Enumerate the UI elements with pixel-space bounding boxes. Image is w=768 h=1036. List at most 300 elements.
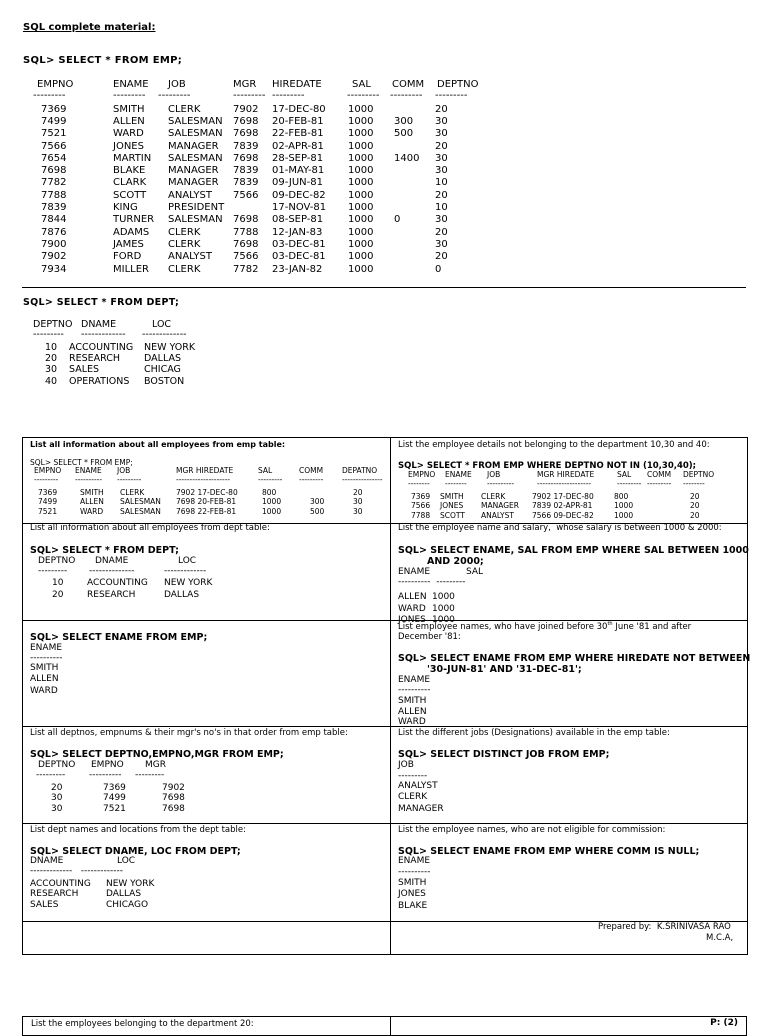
table-cell: ACCOUNTING xyxy=(69,341,134,353)
table-cell: 1000 xyxy=(348,128,374,140)
table-cell: 1000 xyxy=(432,614,455,625)
table-cell: ANALYST xyxy=(168,251,212,263)
c4-heading: List the employee name and salary, whose salary is between 1000 & 2000: xyxy=(398,523,722,533)
table-cell: 7369 xyxy=(38,487,58,497)
table-cell: 02-APR-81 xyxy=(272,140,324,152)
c1-heading: List all information about all employees from emp table: xyxy=(30,440,286,449)
table-cell: ALLEN xyxy=(113,115,145,127)
table-cell: 7902 xyxy=(233,103,259,115)
table-cell: PRESIDENT xyxy=(168,202,225,213)
header-rule: --------- xyxy=(135,769,165,780)
table-cell: CLERK xyxy=(168,103,201,115)
column-header: DEPTNO xyxy=(38,760,76,770)
table-cell: 30 xyxy=(435,214,448,226)
column-header: DEPTNO xyxy=(33,319,73,330)
c3-query: SQL> SELECT * FROM DEPT; xyxy=(30,545,179,556)
table-cell: 7698 xyxy=(233,115,259,127)
column-header: ENAME xyxy=(113,79,149,90)
table-cell: 7902 xyxy=(162,782,185,793)
table-cell: 40 xyxy=(45,375,58,387)
table-cell: MARTIN xyxy=(113,152,152,164)
table-cell: 7788 xyxy=(411,511,431,521)
table-cell: SCOTT xyxy=(440,511,465,521)
next-heading: List the employees belonging to the department 20: xyxy=(31,1019,254,1029)
column-header: LOC xyxy=(178,556,197,566)
table-cell: NEW YORK xyxy=(106,878,155,889)
table-cell: 01-MAY-81 xyxy=(272,165,325,177)
table-cell: 20 xyxy=(435,140,448,152)
table-cell: 17-NOV-81 xyxy=(272,202,327,213)
table-cell: 7902 17-DEC-80 xyxy=(176,487,238,497)
header-rule: -------------------- xyxy=(537,478,592,488)
column-header: EMPNO xyxy=(34,466,62,475)
table-cell: 300 xyxy=(394,115,414,127)
table-cell: 17-DEC-80 xyxy=(272,103,326,115)
table-cell: 20 xyxy=(52,589,64,600)
c4-query: SQL> SELECT ENAME, SAL FROM EMP WHERE SAL BETWEEN 1000 xyxy=(398,545,749,556)
table-cell: WARD xyxy=(30,685,58,696)
c4-query-cont: AND 2000; xyxy=(427,556,484,567)
table-cell: MANAGER xyxy=(168,177,219,189)
table-cell: 7499 xyxy=(41,115,67,127)
table-cell: WARD xyxy=(398,717,426,728)
header-rule: --------- xyxy=(34,474,59,484)
table-cell: SALESMAN xyxy=(168,152,223,164)
column-header: JOB xyxy=(398,760,414,770)
table-cell: 09-JUN-81 xyxy=(272,177,323,189)
grid-cell-5-0 xyxy=(22,921,391,955)
table-cell: JONES xyxy=(113,140,144,152)
table-cell: 7698 xyxy=(162,793,185,804)
header-rule: --------- xyxy=(390,90,423,102)
table-cell: 7566 xyxy=(41,140,67,152)
header-rule: --------- xyxy=(33,90,66,102)
page-title: SQL complete material: xyxy=(23,22,156,33)
table-cell: 30 xyxy=(435,128,448,140)
table-cell: 30 xyxy=(353,507,363,517)
table-cell: SALESMAN xyxy=(168,128,223,140)
c1-query: SQL> SELECT * FROM EMP; xyxy=(30,458,133,467)
table-cell: 30 xyxy=(435,115,448,127)
column-header: JOB xyxy=(487,470,501,479)
table-cell: 30 xyxy=(51,804,63,815)
table-cell: DALLAS xyxy=(144,352,181,364)
table-cell: NEW YORK xyxy=(144,341,196,353)
table-cell: ANALYST xyxy=(168,189,212,201)
header-rule: --------- xyxy=(299,474,324,484)
grid-cell-3-0 xyxy=(22,726,391,824)
table-cell: MANAGER xyxy=(168,140,219,152)
column-header: ENAME xyxy=(398,567,431,577)
table-cell: MANAGER xyxy=(398,803,444,814)
table-cell: 30 xyxy=(45,364,58,376)
c8-heading: List the different jobs (Designations) available in the emp table: xyxy=(398,728,670,738)
grid-cell-1-0 xyxy=(22,523,391,621)
table-cell: JONES xyxy=(398,614,426,625)
table-cell: 7698 20-FEB-81 xyxy=(176,497,237,507)
column-header: LOC xyxy=(152,319,172,330)
c8-query: SQL> SELECT DISTINCT JOB FROM EMP; xyxy=(398,749,610,760)
column-header: DEPATNO xyxy=(342,466,378,475)
table-cell: 10 xyxy=(45,341,58,353)
table-cell: 20 xyxy=(435,251,448,263)
header-rule: ---------- xyxy=(75,474,103,484)
column-header: ENAME xyxy=(30,643,63,653)
table-cell: CLARK xyxy=(113,177,147,189)
header-rule: --------- xyxy=(158,90,191,102)
column-header: SAL xyxy=(352,79,371,90)
table-cell: 7698 xyxy=(41,165,67,177)
next-cell-right xyxy=(390,1016,747,1036)
table-cell: 20 xyxy=(690,511,700,521)
column-header: LOC xyxy=(117,856,136,866)
table-cell: 7902 17-DEC-80 xyxy=(532,491,594,501)
header-rule: ---------- xyxy=(398,867,431,877)
table-cell: 1000 xyxy=(348,238,374,250)
table-cell: 7369 xyxy=(411,491,431,501)
header-rule: ---------- --------- xyxy=(398,577,466,588)
table-cell: 09-DEC-82 xyxy=(272,189,326,201)
table-cell: 20 xyxy=(690,501,700,511)
table-cell: ALLEN xyxy=(398,706,427,717)
c9-heading: List dept names and locations from the dept table: xyxy=(30,825,246,835)
table-cell: 7876 xyxy=(41,226,67,238)
table-cell: 7844 xyxy=(41,214,67,226)
table-cell: 1000 xyxy=(262,507,282,517)
table-cell: FORD xyxy=(113,251,142,263)
table-cell: ALLEN xyxy=(30,674,59,685)
page-number: P: (2) xyxy=(710,1018,738,1028)
table-cell: KING xyxy=(113,202,138,213)
header-rule: --------- xyxy=(38,566,68,577)
table-cell: 1000 xyxy=(348,263,374,275)
table-cell: 300 xyxy=(310,497,325,507)
c10-query: SQL> SELECT ENAME FROM EMP WHERE COMM IS NULL; xyxy=(398,846,700,857)
header-rule: --------------- xyxy=(342,474,383,484)
table-cell: 10 xyxy=(435,202,448,213)
header-rule: ---------- xyxy=(30,653,63,663)
column-header: ENAME xyxy=(398,675,431,685)
table-cell: 7839 02-APR-81 xyxy=(532,501,593,511)
table-cell: 1000 xyxy=(432,592,455,603)
table-cell: 7900 xyxy=(41,238,67,250)
header-rule: --------- xyxy=(113,90,146,102)
table-cell: JONES xyxy=(440,501,464,511)
column-header: SAL xyxy=(466,567,484,577)
table-cell: RESEARCH xyxy=(69,352,121,364)
table-cell: RESEARCH xyxy=(30,889,79,900)
c9-query: SQL> SELECT DNAME, LOC FROM DEPT; xyxy=(30,846,241,857)
table-cell: 1000 xyxy=(348,152,374,164)
table-cell: 7839 xyxy=(233,177,259,189)
table-cell: 1000 xyxy=(348,214,374,226)
table-cell: 7499 xyxy=(38,497,58,507)
table-cell: 1000 xyxy=(348,189,374,201)
table-cell: 22-FEB-81 xyxy=(272,128,324,140)
table-cell: ACCOUNTING xyxy=(30,878,91,889)
table-cell: JONES xyxy=(398,889,426,900)
header-rule: ---------- xyxy=(398,685,431,695)
table-cell: TURNER xyxy=(113,214,155,226)
table-cell: SALESMAN xyxy=(120,507,161,517)
table-cell: 7521 xyxy=(103,804,126,815)
table-cell: MANAGER xyxy=(168,165,219,177)
table-cell: 7902 xyxy=(41,251,67,263)
table-cell: 1000 xyxy=(348,177,374,189)
c6-heading-2: December '81: xyxy=(398,632,461,642)
table-cell: 30 xyxy=(435,165,448,177)
column-header: DNAME xyxy=(95,556,129,566)
table-cell: 10 xyxy=(435,177,448,189)
header-rule: -------------------- xyxy=(176,474,231,484)
table-cell: CHICAG xyxy=(144,364,181,376)
header-rule: --------- xyxy=(258,474,283,484)
prepared-by: Prepared by: K.SRINIVASA RAO xyxy=(598,922,731,932)
next-cell-left xyxy=(22,1016,391,1036)
table-cell: 7782 xyxy=(233,263,259,275)
header-rule: --------- xyxy=(347,90,380,102)
table-cell: ANALYST xyxy=(481,511,514,521)
c10-heading: List the employee names, who are not eligible for commission: xyxy=(398,825,666,835)
table-cell: 28-SEP-81 xyxy=(272,152,324,164)
table-cell: 20 xyxy=(353,487,363,497)
table-cell: 20 xyxy=(45,352,58,364)
column-header: MGR xyxy=(233,79,257,90)
column-header: MGR xyxy=(145,760,166,770)
table-cell: MILLER xyxy=(113,263,149,275)
table-cell: BLAKE xyxy=(398,900,428,911)
table-cell: 20-FEB-81 xyxy=(272,115,324,127)
table-cell: 10 xyxy=(52,578,64,589)
table-cell: 7698 xyxy=(233,238,259,250)
header-rule: ------------- xyxy=(164,566,207,577)
prepared-degree: M.C.A, xyxy=(706,933,734,943)
table-cell: 7654 xyxy=(41,152,67,164)
table-cell: ALLEN xyxy=(80,497,104,507)
table-cell: 1000 xyxy=(348,115,374,127)
grid-cell-3-1 xyxy=(390,726,748,824)
column-header: DEPTNO xyxy=(683,470,715,479)
table-cell: ANALYST xyxy=(398,781,438,791)
table-cell: BLAKE xyxy=(113,165,146,177)
table-cell: 30 xyxy=(435,152,448,164)
table-cell: 7566 xyxy=(233,251,259,263)
c6-heading: List employee names, who have joined before 30th June '81 and after xyxy=(398,621,692,632)
header-rule: --------- xyxy=(233,90,266,102)
table-cell: ALLEN xyxy=(398,592,427,603)
header-rule: ---------- xyxy=(487,478,515,488)
table-cell: 7369 xyxy=(41,103,67,115)
table-cell: 0 xyxy=(435,263,442,275)
table-cell: CLERK xyxy=(398,792,428,803)
table-cell: 0 xyxy=(394,214,401,226)
column-header: COMM xyxy=(392,79,425,90)
table-cell: ACCOUNTING xyxy=(87,578,148,589)
table-cell: RESEARCH xyxy=(87,589,136,600)
column-header: COMM xyxy=(299,466,324,475)
table-cell: ADAMS xyxy=(113,226,150,238)
table-cell: SCOTT xyxy=(113,189,147,201)
section-divider xyxy=(22,287,746,288)
table-cell: 20 xyxy=(435,189,448,201)
table-cell: DALLAS xyxy=(164,589,200,600)
table-cell: 23-JAN-82 xyxy=(272,263,323,275)
table-cell: NEW YORK xyxy=(164,578,213,589)
column-header: SAL xyxy=(617,470,632,479)
column-header: DEPTNO xyxy=(38,556,76,566)
table-cell: SALESMAN xyxy=(168,115,223,127)
table-cell: SMITH xyxy=(398,878,427,888)
header-rule: ------------- ------------- xyxy=(30,865,124,876)
header-rule: -------- xyxy=(408,478,430,488)
table-cell: 7788 xyxy=(233,226,259,238)
table-cell: 1000 xyxy=(348,226,374,238)
c2-query: SQL> SELECT * FROM EMP WHERE DEPTNO NOT IN (10,30,40); xyxy=(398,461,697,471)
column-header: MGR HIREDATE xyxy=(537,470,595,479)
table-cell: SALESMAN xyxy=(120,497,161,507)
table-cell: 7934 xyxy=(41,263,67,275)
table-cell: 03-DEC-81 xyxy=(272,251,326,263)
column-header: EMPNO xyxy=(91,760,124,770)
table-cell: CLERK xyxy=(168,238,201,250)
table-cell: WARD xyxy=(80,507,104,517)
column-header: ENAME xyxy=(398,856,431,866)
c7-heading: List all deptnos, empnums & their mgr's no's in that order from emp table: xyxy=(30,728,348,738)
table-cell: SMITH xyxy=(440,491,464,501)
table-cell: 7521 xyxy=(41,128,67,140)
column-header: EMPNO xyxy=(37,79,74,90)
table-cell: DALLAS xyxy=(106,889,142,900)
table-cell: 08-SEP-81 xyxy=(272,214,324,226)
column-header: SAL xyxy=(258,466,273,475)
column-header: ENAME xyxy=(75,466,102,475)
table-cell: 1000 xyxy=(348,202,374,213)
table-cell: 7499 xyxy=(103,793,126,804)
header-rule: --------- xyxy=(617,478,642,488)
column-header: DEPTNO xyxy=(437,79,479,90)
table-cell: CLERK xyxy=(168,263,201,275)
table-cell: 7839 xyxy=(233,165,259,177)
table-cell: 20 xyxy=(435,226,448,238)
header-rule: ------------- xyxy=(142,329,187,341)
column-header: COMM xyxy=(647,470,672,479)
column-header: EMPNO xyxy=(408,470,436,479)
column-header: JOB xyxy=(168,79,186,90)
table-cell: 7369 xyxy=(103,782,126,793)
header-rule: -------------- xyxy=(89,566,135,577)
table-cell: CLERK xyxy=(120,487,145,497)
table-cell: 20 xyxy=(435,103,448,115)
table-cell: 1000 xyxy=(348,165,374,177)
grid-cell-4-1 xyxy=(390,823,748,922)
table-cell: SMITH xyxy=(30,663,59,673)
header-rule: --------- xyxy=(398,771,428,781)
c6-heading-tail: June '81 and after xyxy=(612,621,692,632)
c2-heading: List the employee details not belonging to the department 10,30 and 40: xyxy=(398,440,710,450)
table-cell: 20 xyxy=(51,782,63,793)
header-rule: --------- xyxy=(272,90,305,102)
table-cell: 7521 xyxy=(38,507,58,517)
table-cell: 7788 xyxy=(41,189,67,201)
c6-query-cont: '30-JUN-81' AND '31-DEC-81'; xyxy=(427,664,582,675)
table-cell: 1400 xyxy=(394,152,420,164)
table-cell: 1000 xyxy=(432,603,455,614)
table-cell: 1000 xyxy=(348,251,374,263)
table-cell: 1000 xyxy=(614,501,634,511)
table-cell: 7566 xyxy=(411,501,431,511)
table-cell: SALESMAN xyxy=(168,214,223,226)
table-cell: MANAGER xyxy=(481,501,519,511)
table-cell: 1000 xyxy=(348,103,374,115)
table-cell: 03-DEC-81 xyxy=(272,238,326,250)
c6-query: SQL> SELECT ENAME FROM EMP WHERE HIREDATE NOT BETWEEN xyxy=(398,653,751,664)
table-cell: CLERK xyxy=(481,491,506,501)
table-cell: 30 xyxy=(51,793,63,804)
table-cell: 7698 xyxy=(233,128,259,140)
table-cell: 500 xyxy=(394,128,414,140)
column-header: DNAME xyxy=(81,319,117,330)
table-cell: 30 xyxy=(353,497,363,507)
table-cell: 1000 xyxy=(262,497,282,507)
table-cell: SMITH xyxy=(113,103,145,115)
table-cell: 7839 xyxy=(41,202,67,213)
table-cell: 800 xyxy=(614,491,629,501)
table-cell: WARD xyxy=(113,128,144,140)
table-cell: JAMES xyxy=(113,238,144,250)
table-cell: 800 xyxy=(262,487,277,497)
table-cell: SMITH xyxy=(398,696,427,706)
header-rule: -------- xyxy=(683,478,705,488)
column-header: HIREDATE xyxy=(272,79,322,90)
table-cell: 7698 xyxy=(233,152,259,164)
header-rule: --------- xyxy=(36,769,66,780)
header-rule: -------- xyxy=(445,478,467,488)
table-cell: SALES xyxy=(69,364,100,376)
table-cell: 1000 xyxy=(348,140,374,152)
table-cell: 12-JAN-83 xyxy=(272,226,323,238)
c7-query: SQL> SELECT DEPTNO,EMPNO,MGR FROM EMP; xyxy=(30,749,284,760)
table-cell: 1000 xyxy=(614,511,634,521)
table-cell: CLERK xyxy=(168,226,201,238)
header-rule: --------- xyxy=(117,474,142,484)
table-cell: 7698 22-FEB-81 xyxy=(176,507,237,517)
table-cell: 7566 09-DEC-82 xyxy=(532,511,594,521)
table-cell: 30 xyxy=(435,238,448,250)
table-cell: SALES xyxy=(30,900,59,911)
c3-heading: List all information about all employees from dept table: xyxy=(30,523,270,533)
c5-query: SQL> SELECT ENAME FROM EMP; xyxy=(30,632,208,643)
column-header: DNAME xyxy=(30,856,64,866)
dept-query: SQL> SELECT * FROM DEPT; xyxy=(23,297,180,308)
table-cell: WARD xyxy=(398,603,426,614)
table-cell: 7698 xyxy=(162,804,185,815)
table-cell: CHICAGO xyxy=(106,900,149,911)
emp-query: SQL> SELECT * FROM EMP; xyxy=(23,55,182,66)
table-cell: SMITH xyxy=(80,487,104,497)
table-cell: 7782 xyxy=(41,177,67,189)
header-rule: ------------- xyxy=(81,329,126,341)
header-rule: --------- xyxy=(647,478,672,488)
header-rule: ---------- xyxy=(89,769,122,780)
column-header: JOB xyxy=(117,466,131,475)
table-cell: 500 xyxy=(310,507,325,517)
c6-sup: th xyxy=(607,621,613,627)
table-cell: 7839 xyxy=(233,140,259,152)
table-cell: 7566 xyxy=(233,189,259,201)
header-rule: --------- xyxy=(33,329,64,341)
table-cell: 7698 xyxy=(233,214,259,226)
column-header: ENAME xyxy=(445,470,472,479)
